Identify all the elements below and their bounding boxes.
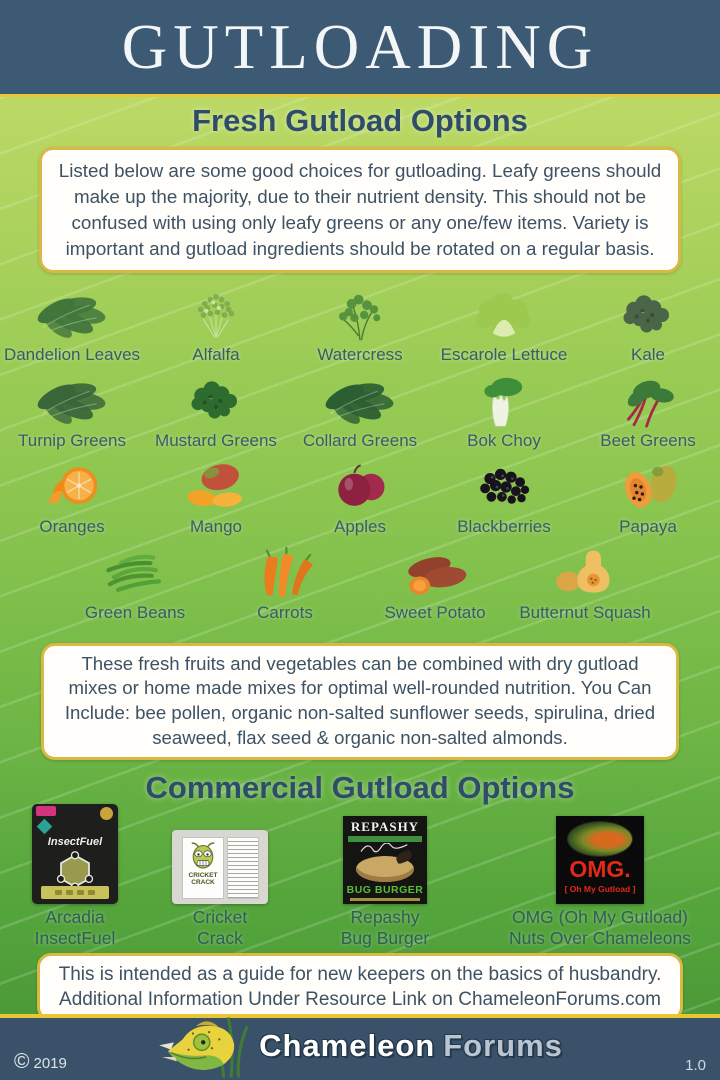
cricket-crack-package bbox=[172, 830, 268, 904]
omg-package-image bbox=[556, 808, 644, 904]
turnip-greens-icon bbox=[24, 371, 120, 429]
beet-greens-icon bbox=[600, 371, 696, 429]
bug-burger-photo bbox=[356, 856, 414, 882]
bok-choy-icon bbox=[456, 371, 552, 429]
food-item-butternut-squash bbox=[510, 543, 660, 627]
repashy-package-image bbox=[343, 808, 427, 904]
food-item-watercress bbox=[288, 285, 432, 369]
brand-part-1: Chameleon bbox=[259, 1028, 436, 1063]
arcadia-label-strip bbox=[41, 886, 109, 899]
food-label: Escarole Lettuce bbox=[440, 344, 568, 364]
fresh-food-grid bbox=[0, 285, 720, 627]
disclaimer-box bbox=[37, 953, 683, 1014]
food-label: Sweet Potato bbox=[384, 602, 486, 622]
arcadia-pink-tag bbox=[36, 806, 56, 816]
collard-greens-icon bbox=[312, 371, 408, 429]
food-label: Alfalfa bbox=[192, 344, 240, 364]
repashy-package bbox=[343, 816, 427, 904]
version-number: 1.0 bbox=[685, 1057, 706, 1074]
blackberries-icon bbox=[456, 457, 552, 515]
food-item-apples bbox=[288, 457, 432, 541]
food-label: Apples bbox=[334, 516, 386, 536]
intro-text: Listed below are some good choices for gutloading. Leafy greens should make up the majority, due to their nutrient density. This should not be confused with using only leafy greens or any one/few items. Variety is important and gutload ingredients should be rotated on a regular basis. bbox=[58, 160, 662, 259]
arcadia-package bbox=[32, 804, 118, 904]
repashy-fine-print-line bbox=[350, 898, 420, 901]
package-product-text: CRICKET CRACK bbox=[188, 871, 218, 886]
food-item-papaya bbox=[576, 457, 720, 541]
papaya-icon bbox=[600, 457, 696, 515]
food-item-bok-choy bbox=[432, 371, 576, 455]
copyright-icon: © bbox=[14, 1050, 30, 1073]
food-label: Oranges bbox=[39, 516, 105, 536]
food-label: Green Beans bbox=[84, 602, 186, 622]
food-label: Carrots bbox=[257, 602, 313, 622]
product-label: Cricket Crack bbox=[192, 906, 248, 948]
product-label: Repashy Bug Burger bbox=[340, 906, 430, 948]
combine-note-text: These fresh fruits and vegetables can be combined with dry gutload mixes or home made mixes for optimal well-rounded nutrition. You Can Include: bee pollen, organic non-salted sunflower seeds, spirulina, dried seaweed, flax seed & organic non-salted almonds. bbox=[64, 652, 656, 748]
food-row-2 bbox=[0, 371, 720, 455]
product-label: OMG (Oh My Gutload) Nuts Over Chameleons bbox=[509, 906, 691, 948]
oranges-icon bbox=[24, 457, 120, 515]
package-brand-text: REPASHY bbox=[350, 818, 420, 834]
watercress-icon bbox=[312, 285, 408, 343]
intro-box bbox=[39, 147, 681, 273]
product-repashy-bug-burger bbox=[290, 808, 480, 949]
product-cricket-crack bbox=[150, 808, 290, 949]
main-content bbox=[0, 97, 720, 1014]
mustard-greens-icon bbox=[168, 371, 264, 429]
food-label: Dandelion Leaves bbox=[3, 344, 141, 364]
food-label: Watercress bbox=[317, 344, 403, 364]
commercial-section-heading: Commercial Gutload Options bbox=[145, 769, 575, 805]
food-item-escarole-lettuce bbox=[432, 285, 576, 369]
food-item-green-beans bbox=[60, 543, 210, 627]
brand-part-2: Forums bbox=[443, 1028, 563, 1063]
brand-text bbox=[259, 1028, 563, 1064]
sweet-potato-icon bbox=[387, 543, 483, 601]
food-label: Papaya bbox=[619, 516, 677, 536]
package-brand-text: InsectFuel bbox=[47, 835, 103, 848]
repashy-green-bar bbox=[348, 836, 422, 842]
footer bbox=[0, 1014, 720, 1080]
product-label: Arcadia InsectFuel bbox=[34, 906, 116, 948]
food-row-1 bbox=[0, 285, 720, 369]
dandelion-leaves-icon bbox=[24, 285, 120, 343]
chameleon-head-icon bbox=[157, 1013, 267, 1079]
food-label: Butternut Squash bbox=[519, 602, 651, 622]
cricket-crack-package-image bbox=[172, 808, 268, 904]
escarole-lettuce-icon bbox=[456, 285, 552, 343]
food-item-mustard-greens bbox=[144, 371, 288, 455]
food-label: Turnip Greens bbox=[17, 430, 127, 450]
food-item-dandelion-leaves bbox=[0, 285, 144, 369]
commercial-products-row bbox=[0, 808, 720, 949]
food-label: Kale bbox=[630, 344, 666, 364]
carrots-icon bbox=[237, 543, 333, 601]
arcadia-diamond-badge bbox=[37, 818, 53, 834]
product-arcadia-insectfuel bbox=[0, 808, 150, 949]
disclaimer-line-1: This is intended as a guide for new keepers on the basics of husbandry. bbox=[58, 963, 662, 985]
food-label: Bok Choy bbox=[467, 430, 541, 450]
food-label: Mango bbox=[190, 516, 242, 536]
food-row-4 bbox=[0, 543, 720, 627]
cricket-face-graphic bbox=[188, 840, 218, 872]
page-title: GUTLOADING bbox=[121, 11, 599, 82]
food-item-turnip-greens bbox=[0, 371, 144, 455]
food-item-sweet-potato bbox=[360, 543, 510, 627]
arcadia-insectfuel-package-image bbox=[32, 804, 118, 904]
cricket-crack-front-label bbox=[182, 837, 224, 899]
package-product-text: BUG BURGER bbox=[346, 883, 424, 896]
package-subtitle-text: [ Oh My Gutload ] bbox=[564, 883, 636, 894]
apples-icon bbox=[312, 457, 408, 515]
cricket-crack-info-label bbox=[227, 837, 259, 899]
food-item-oranges bbox=[0, 457, 144, 541]
kale-icon bbox=[600, 285, 696, 343]
food-item-beet-greens bbox=[576, 371, 720, 455]
copyright-year: 2019 bbox=[33, 1055, 67, 1072]
food-item-kale bbox=[576, 285, 720, 369]
omg-photo-oval bbox=[568, 822, 632, 856]
mango-icon bbox=[168, 457, 264, 515]
chameleon-forums-logo bbox=[0, 1012, 720, 1080]
food-item-carrots bbox=[210, 543, 360, 627]
food-item-mango bbox=[144, 457, 288, 541]
header bbox=[0, 0, 720, 97]
food-label: Collard Greens bbox=[302, 430, 418, 450]
package-brand-text: OMG. bbox=[569, 855, 631, 882]
fresh-section-heading: Fresh Gutload Options bbox=[192, 103, 528, 138]
product-omg-nuts-over-chameleons bbox=[480, 808, 720, 949]
disclaimer-line-2: Additional Information Under Resource Link on ChameleonForums.com bbox=[59, 988, 661, 1010]
food-item-blackberries bbox=[432, 457, 576, 541]
butternut-squash-icon bbox=[537, 543, 633, 601]
food-label: Mustard Greens bbox=[155, 430, 277, 450]
food-item-alfalfa bbox=[144, 285, 288, 369]
food-row-3 bbox=[0, 457, 720, 541]
combine-note-box bbox=[41, 643, 679, 760]
food-label: Beet Greens bbox=[600, 430, 696, 450]
omg-package bbox=[556, 816, 644, 904]
food-item-collard-greens bbox=[288, 371, 432, 455]
food-label: Blackberries bbox=[457, 516, 551, 536]
arcadia-gold-badge bbox=[100, 807, 113, 820]
alfalfa-sprouts-icon bbox=[168, 285, 264, 343]
green-beans-icon bbox=[87, 543, 183, 601]
